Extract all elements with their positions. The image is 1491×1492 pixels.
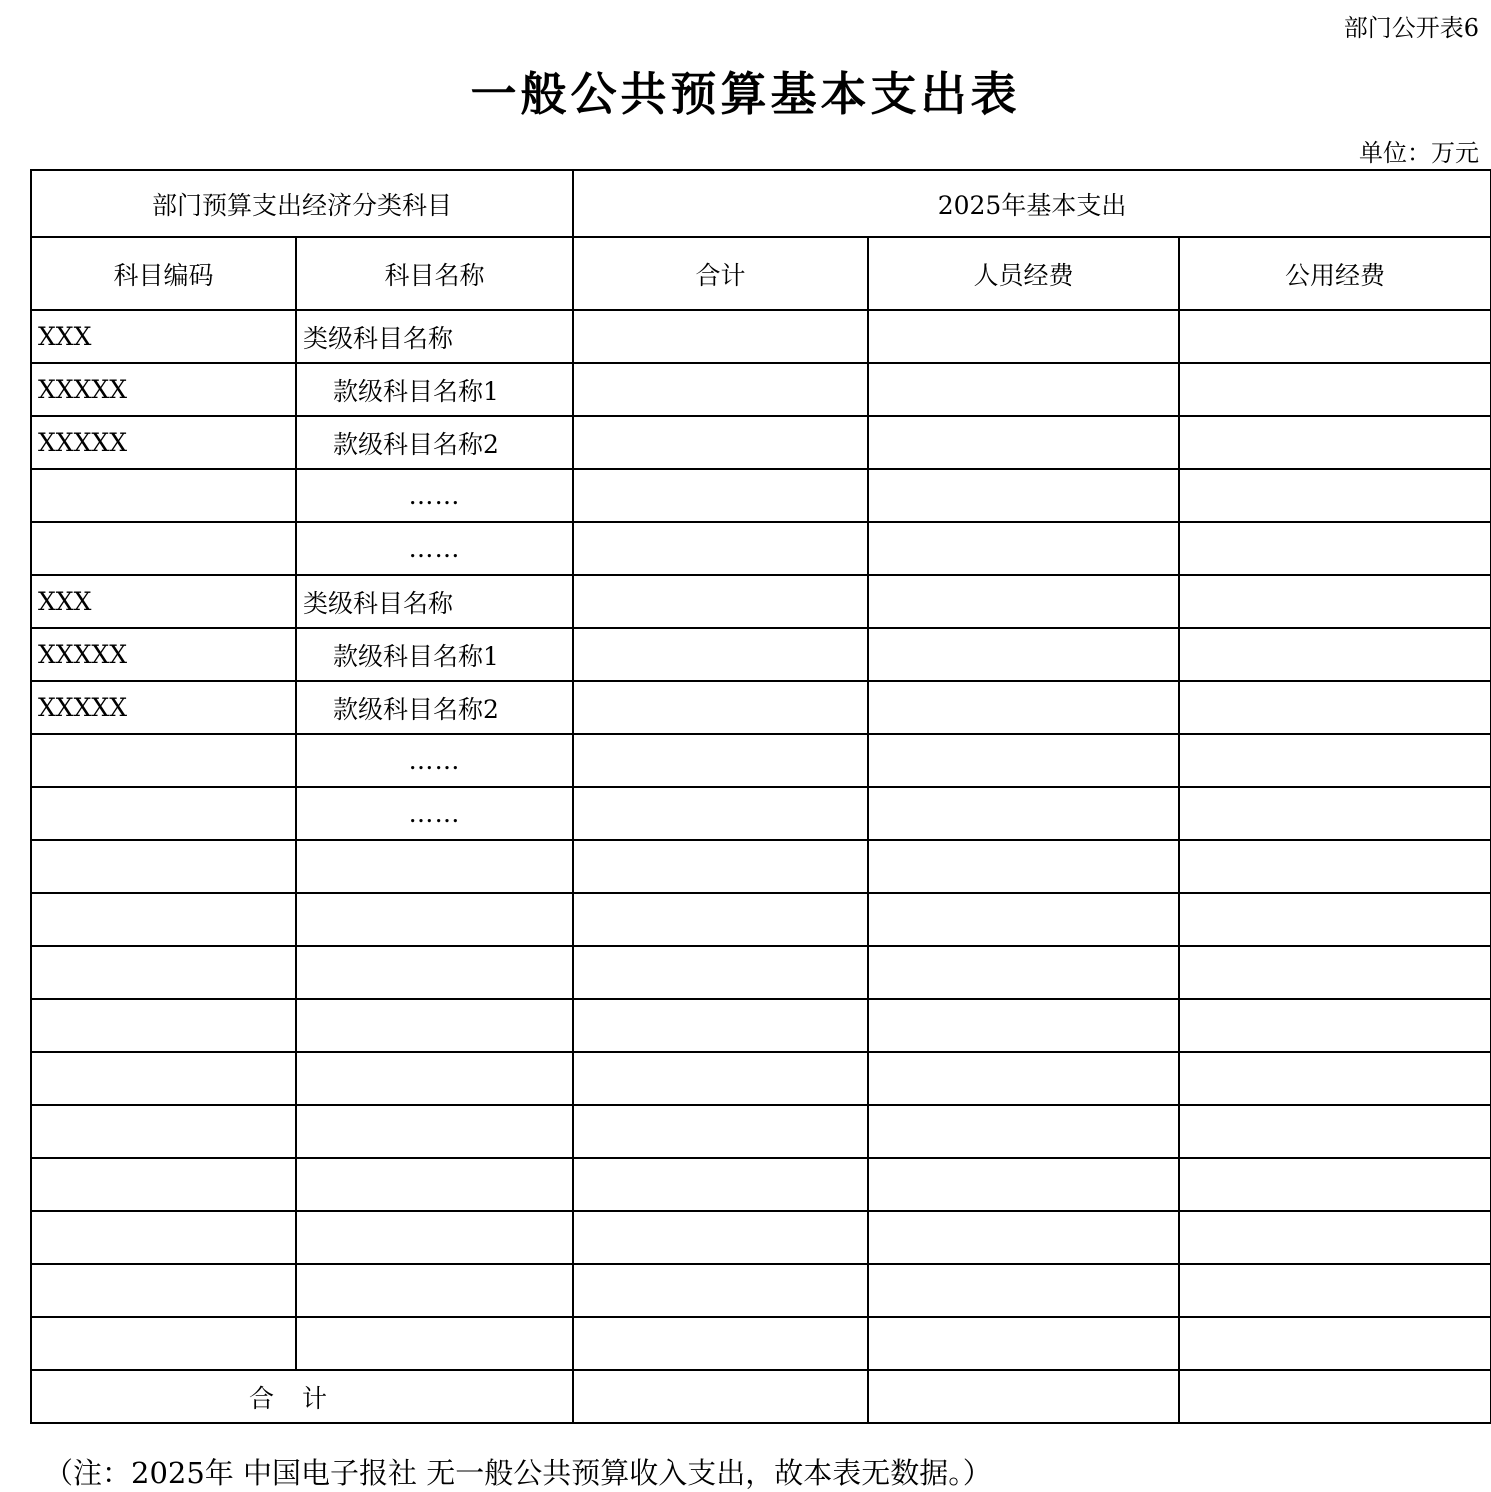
row-personnel-cell xyxy=(868,734,1179,787)
row-total-cell xyxy=(573,1264,868,1317)
row-personnel-cell xyxy=(868,628,1179,681)
row-name-cell xyxy=(296,1105,573,1158)
row-code-cell: XXXXX xyxy=(31,681,296,734)
row-code-cell xyxy=(31,1264,296,1317)
row-public-cell xyxy=(1179,787,1491,840)
row-personnel-cell xyxy=(868,1264,1179,1317)
table-row xyxy=(31,628,1491,681)
row-total-cell xyxy=(573,628,868,681)
row-code-cell: XXXXX xyxy=(31,363,296,416)
table-row xyxy=(31,1158,1491,1211)
row-public-cell xyxy=(1179,469,1491,522)
total-public-cell xyxy=(1179,1370,1491,1423)
row-name-cell xyxy=(296,893,573,946)
table-row xyxy=(31,310,1491,363)
row-total-cell xyxy=(573,840,868,893)
row-name-cell xyxy=(296,1317,573,1370)
table-row xyxy=(31,681,1491,734)
row-name-cell: 类级科目名称 xyxy=(296,575,573,628)
table-row xyxy=(31,1317,1491,1370)
header-name: 科目名称 xyxy=(296,237,573,310)
row-public-cell xyxy=(1179,893,1491,946)
row-total-cell xyxy=(573,416,868,469)
table-row xyxy=(31,416,1491,469)
table-row xyxy=(31,840,1491,893)
row-name-cell: …… xyxy=(296,787,573,840)
row-total-cell xyxy=(573,734,868,787)
table-row xyxy=(31,734,1491,787)
table-row xyxy=(31,363,1491,416)
table-row xyxy=(31,1264,1491,1317)
row-personnel-cell xyxy=(868,522,1179,575)
row-public-cell xyxy=(1179,1264,1491,1317)
row-public-cell xyxy=(1179,999,1491,1052)
row-total-cell xyxy=(573,893,868,946)
row-public-cell xyxy=(1179,1317,1491,1370)
row-total-cell xyxy=(573,469,868,522)
row-public-cell xyxy=(1179,310,1491,363)
row-code-cell xyxy=(31,787,296,840)
row-personnel-cell xyxy=(868,946,1179,999)
row-personnel-cell xyxy=(868,1211,1179,1264)
row-name-cell xyxy=(296,840,573,893)
row-public-cell xyxy=(1179,840,1491,893)
total-personnel-cell xyxy=(868,1370,1179,1423)
row-name-cell xyxy=(296,1052,573,1105)
row-code-cell xyxy=(31,946,296,999)
row-code-cell xyxy=(31,1211,296,1264)
footnote: （注：2025年 中国电子报社 无一般公共预算收入支出，故本表无数据。） xyxy=(44,1456,992,1490)
row-total-cell xyxy=(573,310,868,363)
total-row xyxy=(31,1370,1491,1423)
row-code-cell xyxy=(31,1105,296,1158)
page-title: 一般公共预算基本支出表 xyxy=(470,67,1021,121)
row-code-cell xyxy=(31,734,296,787)
row-total-cell xyxy=(573,1052,868,1105)
total-total-cell xyxy=(573,1370,868,1423)
row-public-cell xyxy=(1179,522,1491,575)
header-public: 公用经费 xyxy=(1179,237,1491,310)
table-row xyxy=(31,893,1491,946)
row-total-cell xyxy=(573,575,868,628)
row-public-cell xyxy=(1179,363,1491,416)
row-public-cell xyxy=(1179,416,1491,469)
row-personnel-cell xyxy=(868,416,1179,469)
row-personnel-cell xyxy=(868,1105,1179,1158)
row-total-cell xyxy=(573,1211,868,1264)
header-code: 科目编码 xyxy=(31,237,296,310)
row-personnel-cell xyxy=(868,1052,1179,1105)
row-personnel-cell xyxy=(868,310,1179,363)
row-total-cell xyxy=(573,1105,868,1158)
row-code-cell xyxy=(31,840,296,893)
row-personnel-cell xyxy=(868,575,1179,628)
total-label: 合计 xyxy=(31,1370,573,1423)
row-code-cell xyxy=(31,1158,296,1211)
row-total-cell xyxy=(573,999,868,1052)
row-name-cell xyxy=(296,1264,573,1317)
row-personnel-cell xyxy=(868,787,1179,840)
row-total-cell xyxy=(573,787,868,840)
row-code-cell: XXX xyxy=(31,310,296,363)
unit-label: 单位：万元 xyxy=(1359,139,1479,167)
row-personnel-cell xyxy=(868,840,1179,893)
row-name-cell: …… xyxy=(296,734,573,787)
row-public-cell xyxy=(1179,734,1491,787)
table-row xyxy=(31,575,1491,628)
row-code-cell xyxy=(31,999,296,1052)
row-code-cell xyxy=(31,893,296,946)
row-name-cell: 类级科目名称 xyxy=(296,310,573,363)
row-total-cell xyxy=(573,681,868,734)
row-total-cell xyxy=(573,1158,868,1211)
row-total-cell xyxy=(573,1317,868,1370)
row-code-cell xyxy=(31,1052,296,1105)
row-code-cell xyxy=(31,522,296,575)
table-row xyxy=(31,999,1491,1052)
row-personnel-cell xyxy=(868,363,1179,416)
row-public-cell xyxy=(1179,946,1491,999)
row-total-cell xyxy=(573,522,868,575)
row-code-cell: XXXXX xyxy=(31,628,296,681)
row-total-cell xyxy=(573,363,868,416)
header-total: 合计 xyxy=(573,237,868,310)
row-personnel-cell xyxy=(868,893,1179,946)
row-name-cell: …… xyxy=(296,469,573,522)
row-personnel-cell xyxy=(868,681,1179,734)
row-personnel-cell xyxy=(868,469,1179,522)
table-row xyxy=(31,1211,1491,1264)
row-code-cell xyxy=(31,469,296,522)
row-total-cell xyxy=(573,946,868,999)
row-public-cell xyxy=(1179,681,1491,734)
budget-table xyxy=(30,169,1491,1424)
header-basic-expenditure: 2025年基本支出 xyxy=(573,170,1491,237)
row-name-cell: 款级科目名称1 xyxy=(296,363,573,416)
row-name-cell xyxy=(296,946,573,999)
row-public-cell xyxy=(1179,1158,1491,1211)
row-public-cell xyxy=(1179,628,1491,681)
row-name-cell: 款级科目名称2 xyxy=(296,416,573,469)
header-row-columns xyxy=(31,237,1491,310)
row-public-cell xyxy=(1179,1211,1491,1264)
header-economic-category: 部门预算支出经济分类科目 xyxy=(31,170,573,237)
row-personnel-cell xyxy=(868,999,1179,1052)
row-public-cell xyxy=(1179,575,1491,628)
table-row xyxy=(31,522,1491,575)
row-code-cell xyxy=(31,1317,296,1370)
row-name-cell: 款级科目名称2 xyxy=(296,681,573,734)
row-personnel-cell xyxy=(868,1317,1179,1370)
table-row xyxy=(31,1105,1491,1158)
row-public-cell xyxy=(1179,1052,1491,1105)
row-name-cell: …… xyxy=(296,522,573,575)
row-personnel-cell xyxy=(868,1158,1179,1211)
table-row xyxy=(31,946,1491,999)
form-number-label: 部门公开表6 xyxy=(1343,14,1479,42)
header-row-group xyxy=(31,170,1491,237)
table-row xyxy=(31,1052,1491,1105)
row-name-cell: 款级科目名称1 xyxy=(296,628,573,681)
row-code-cell: XXX xyxy=(31,575,296,628)
row-public-cell xyxy=(1179,1105,1491,1158)
row-name-cell xyxy=(296,1158,573,1211)
row-code-cell: XXXXX xyxy=(31,416,296,469)
header-personnel: 人员经费 xyxy=(868,237,1179,310)
table-row xyxy=(31,787,1491,840)
row-name-cell xyxy=(296,999,573,1052)
row-name-cell xyxy=(296,1211,573,1264)
table-row xyxy=(31,469,1491,522)
